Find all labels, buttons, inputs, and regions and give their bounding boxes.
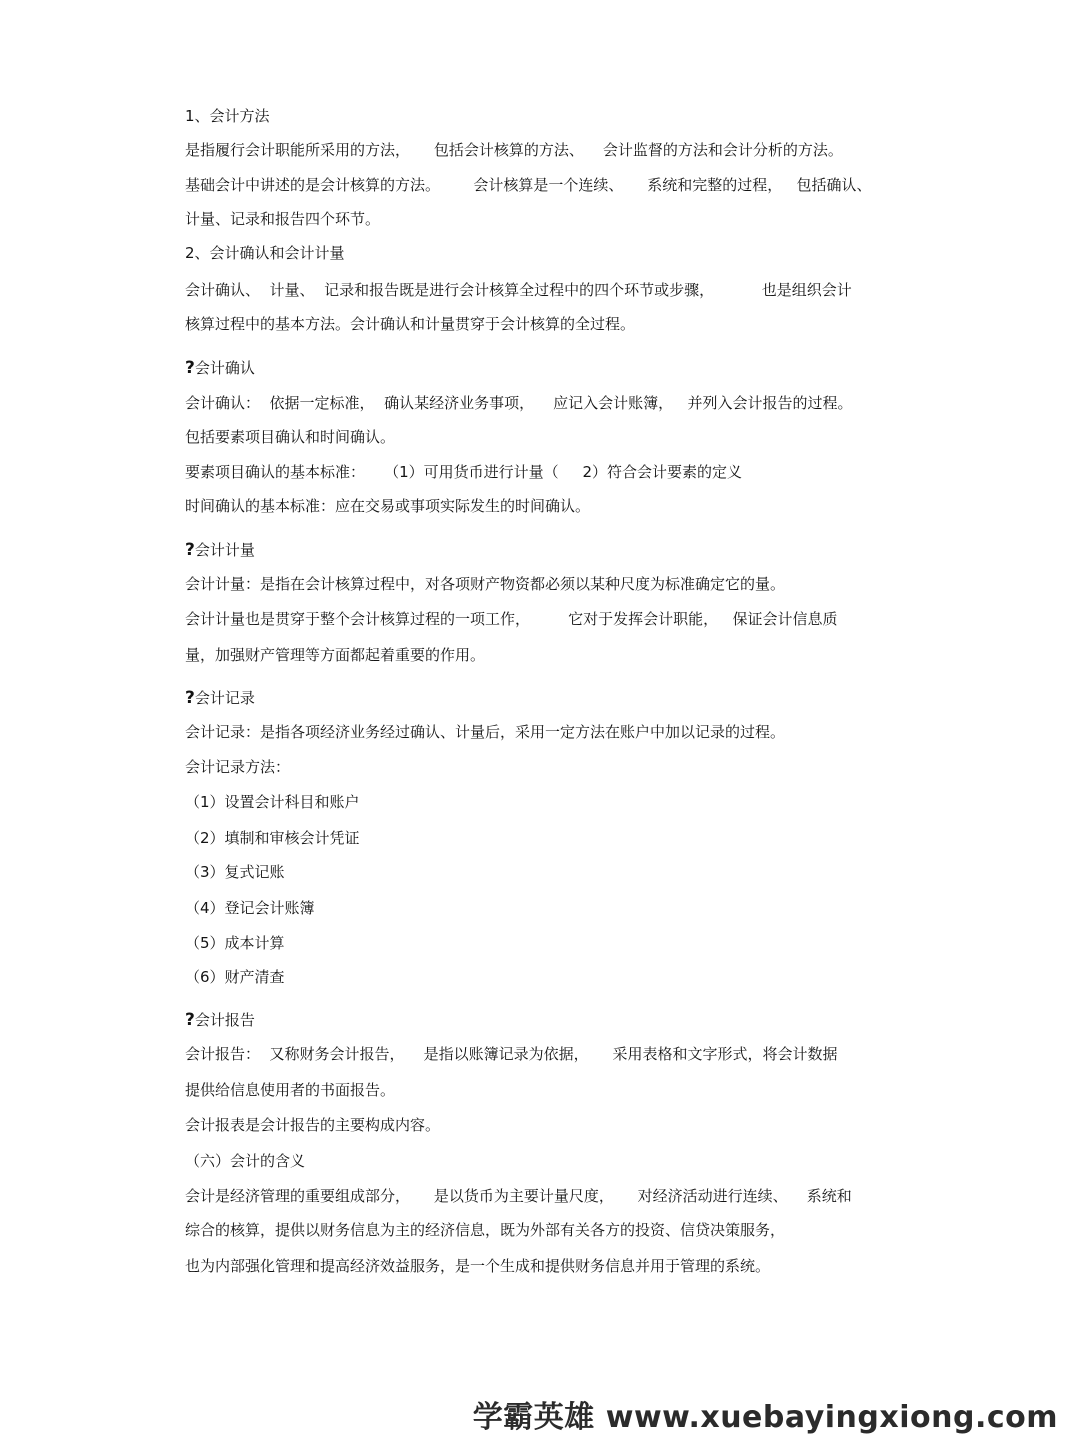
paragraph-line: 会计记录方法： xyxy=(185,758,291,776)
heading-accounting-methods: 1、会计方法 xyxy=(185,107,270,125)
paragraph-line: 会计报表是会计报告的主要构成内容。 xyxy=(185,1116,441,1134)
paragraph-line: 会计记录：是指各项经济业务经过确认、计量后，采用一定方法在账户中加以记录的过程。 xyxy=(185,723,786,741)
paragraph-line: 基础会计中讲述的是会计核算的方法。 会计核算是一个连续、 系统和完整的过程， 包括确认、 xyxy=(185,176,872,194)
paragraph-line: 会计计量也是贯穿于整个会计核算过程的一项工作， 它对于发挥会计职能， 保证会计信息质 xyxy=(185,610,838,628)
subheading-measurement: ?会计计量 xyxy=(185,540,255,560)
paragraph-line: 综合的核算，提供以财务信息为主的经济信息，既为外部有关各方的投资、信贷决策服务， xyxy=(185,1221,786,1239)
bullet-icon: ? xyxy=(185,1010,195,1030)
bullet-icon: ? xyxy=(185,540,195,560)
heading-meaning: （六）会计的含义 xyxy=(185,1152,306,1170)
bullet-icon: ? xyxy=(185,688,195,708)
paragraph-line: 包括要素项目确认和时间确认。 xyxy=(185,428,396,446)
list-item: （1）设置会计科目和账户 xyxy=(185,793,360,811)
paragraph-line: 时间确认的基本标准：应在交易或事项实际发生的时间确认。 xyxy=(185,497,591,515)
watermark-text: 学霸英雄 www.xuebayingxiong.com xyxy=(472,1400,1058,1435)
paragraph-line: 会计报告： 又称财务会计报告， 是指以账簿记录为依据， 采用表格和文字形式，将会计数据 xyxy=(185,1045,838,1063)
paragraph-line: 会计是经济管理的重要组成部分， 是以货币为主要计量尺度， 对经济活动进行连续、 系统和 xyxy=(185,1187,852,1205)
paragraph-line: 会计确认： 依据一定标准， 确认某经济业务事项， 应记入会计账簿， 并列入会计报告的过程。 xyxy=(185,394,853,412)
paragraph-line: 要素项目确认的基本标准： （1）可用货币进行计量（ 2）符合会计要素的定义 xyxy=(185,463,743,481)
paragraph-line: 会计确认、 计量、 记录和报告既是进行会计核算全过程中的四个环节或步骤， 也是组织会计 xyxy=(185,281,852,299)
paragraph-line: 也为内部强化管理和提高经济效益服务，是一个生成和提供财务信息并用于管理的系统。 xyxy=(185,1257,771,1275)
paragraph-line: 会计计量：是指在会计核算过程中，对各项财产物资都必须以某种尺度为标准确定它的量。 xyxy=(185,575,786,593)
subheading-recording: ?会计记录 xyxy=(185,688,255,708)
list-item: （3）复式记账 xyxy=(185,863,285,881)
list-item: （6）财产清查 xyxy=(185,968,285,986)
list-item: （5）成本计算 xyxy=(185,934,285,952)
subheading-reporting: ?会计报告 xyxy=(185,1010,255,1030)
subheading-recognition: ?会计确认 xyxy=(185,358,255,378)
list-item: （2）填制和审核会计凭证 xyxy=(185,829,360,847)
paragraph-line: 量，加强财产管理等方面都起着重要的作用。 xyxy=(185,646,486,664)
list-item: （4）登记会计账簿 xyxy=(185,899,315,917)
heading-recognition-measurement: 2、会计确认和会计计量 xyxy=(185,244,345,262)
paragraph-line: 是指履行会计职能所采用的方法， 包括会计核算的方法、 会计监督的方法和会计分析的方法。 xyxy=(185,141,843,159)
paragraph-line: 提供给信息使用者的书面报告。 xyxy=(185,1081,396,1099)
paragraph-line: 计量、记录和报告四个环节。 xyxy=(185,210,381,228)
bullet-icon: ? xyxy=(185,358,195,378)
paragraph-line: 核算过程中的基本方法。会计确认和计量贯穿于会计核算的全过程。 xyxy=(185,315,636,333)
